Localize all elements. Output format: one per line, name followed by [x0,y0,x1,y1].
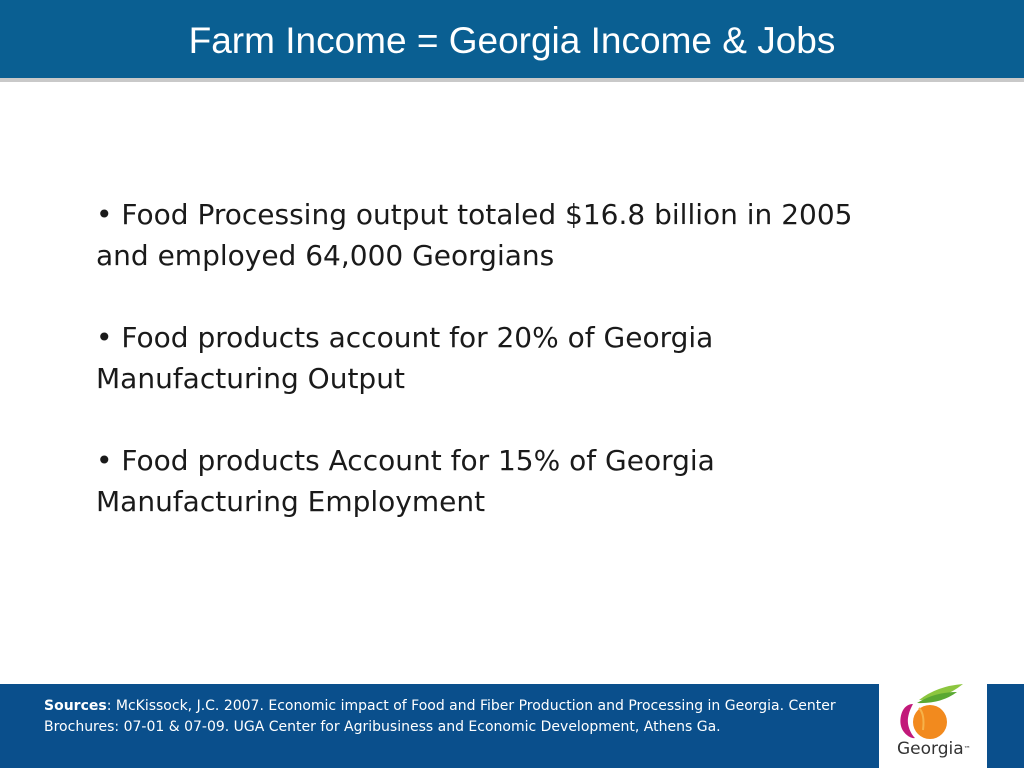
logo-wordmark [897,739,971,759]
title-bar [0,0,1024,82]
slide-title: Farm Income = Georgia Income & Jobs [188,20,836,61]
sources-label: Sources [44,698,107,714]
georgia-logo [879,684,987,768]
sources-note [44,696,879,738]
sources-text: : McKissock, J.C. 2007. Economic impact of Food and Fiber Production and Processing in Georgia. Center Brochures: 07-01 & 07-09. UGA Center for Agribusiness and Economic Development, Athens Ga. [44,698,836,735]
footer [0,684,1024,768]
bullet-food-processing: • Food Processing output totaled $16.8 billion in 2005 and employed 64,000 Georgians [96,198,853,272]
bullet-manufacturing-employment: • Food products Account for 15% of Georgia Manufacturing Employment [96,444,715,518]
georgia-peach-logo-icon [879,684,987,740]
bullet-manufacturing-output: • Food products account for 20% of Georgia Manufacturing Output [96,321,714,395]
logo-trademark: ™ [963,745,971,753]
logo-text: Georgia [897,739,964,759]
bullet-list [96,194,896,522]
